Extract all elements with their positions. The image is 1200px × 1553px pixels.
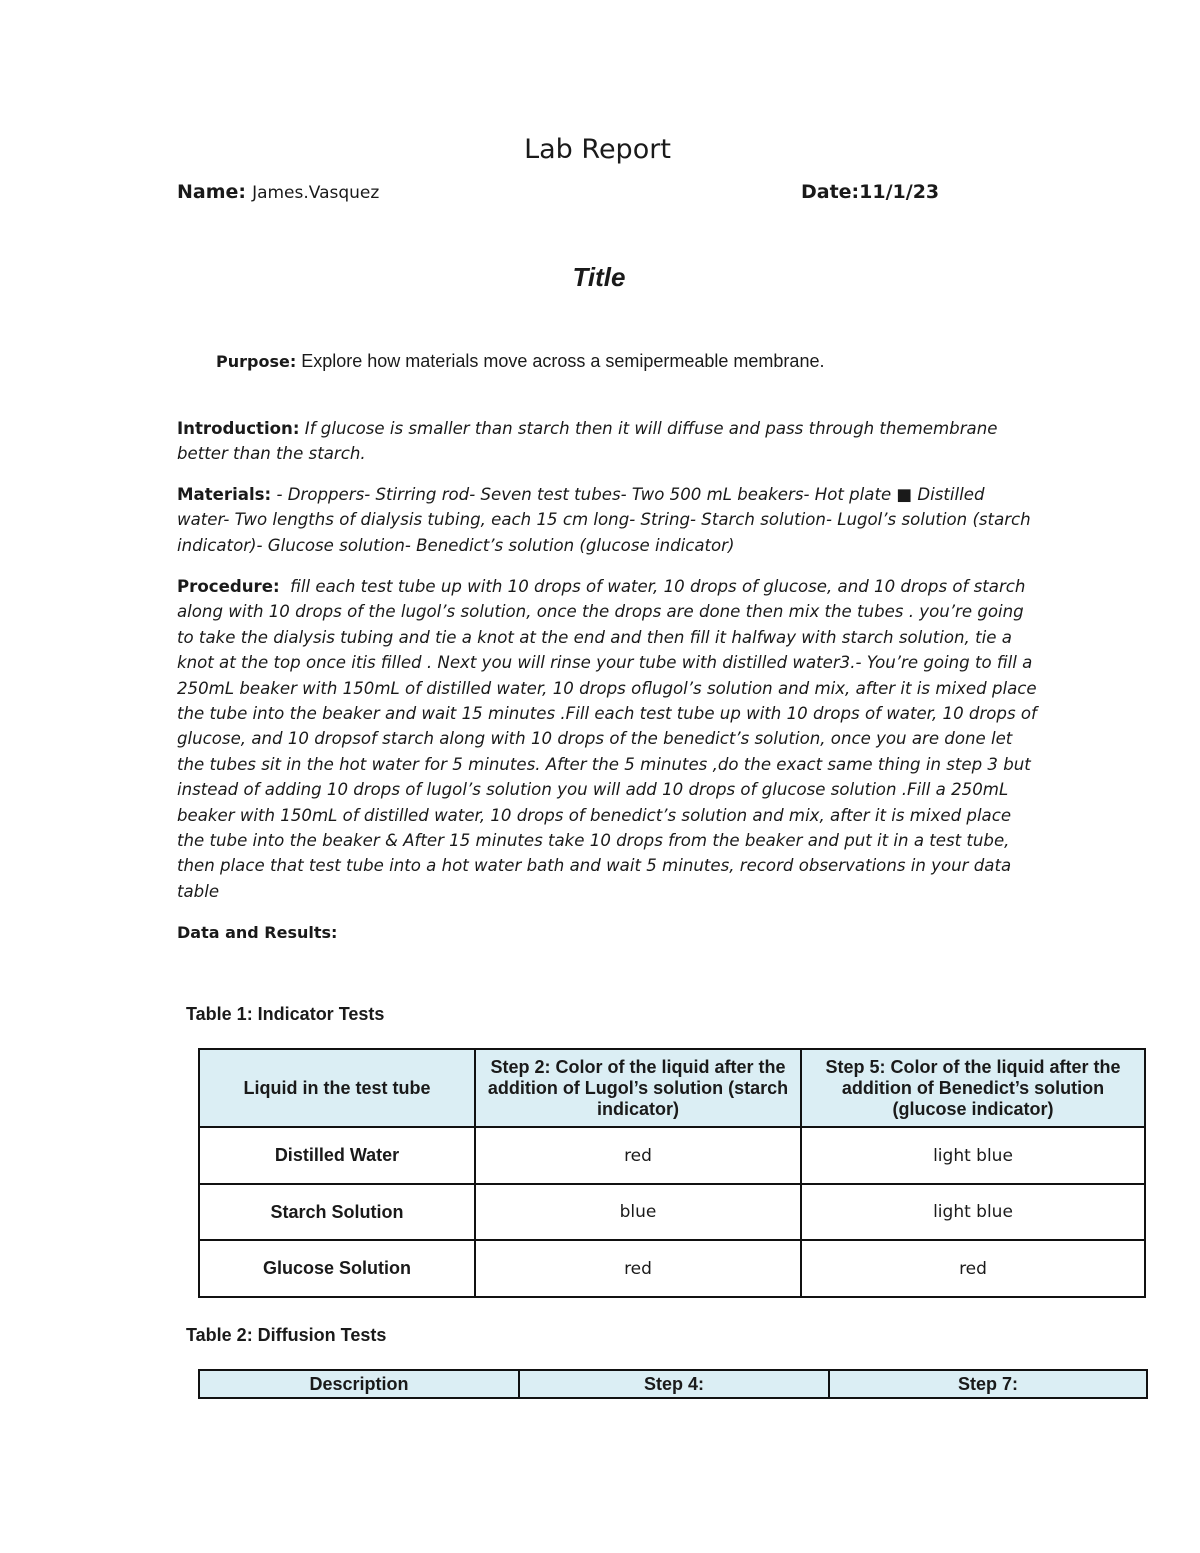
materials-text: - Droppers- Stirring rod- Seven test tubes- Two 500 mL beakers- Hot plate ■ Distilled water- Two lengths of dialysis tubing, each 15 cm long- String- Starch solution- Lugol’s solution (starch indicator)- Glucose solution- Benedict’s solution (glucose indicator)	[177, 485, 1031, 555]
procedure-text: fill each test tube up with 10 drops of water, 10 drops of glucose, and 10 drops of starch along with 10 drops of the lugol’s solution, once the drops are done then mix the tubes . you’re going to take the dialysis tubing and tie a knot at the end and then fill it halfway with starch solution, tie a knot at the top once itis filled . Next you will rinse your tube with distilled water3.- You’re going to fill a 250mL beaker with 150mL of distilled water, 10 drops oflugol’s solution and mix, after it is mixed place the tube into the beaker and wait 15 minutes .Fill each test tube up with 10 drops of water, 10 drops of glucose, and 10 dropsof starch along with 10 drops of the benedict’s solution, once you are done let the tubes sit in the hot water for 5 minutes. After the 5 minutes ,do the exact same thing in step 3 but instead of adding 10 drops of lugol’s solution you will add 10 drops of glucose solution .Fill a 250mL beaker with 150mL of distilled water, 10 drops of benedict’s solution and mix, after it is mixed place the tube into the beaker & After 15 minutes take 10 drops from the beaker and put it in a test tube, then place that test tube into a hot water bath and wait 5 minutes, record observations in your data table	[177, 577, 1037, 901]
step2-color: red	[475, 1240, 801, 1297]
step5-color: light blue	[801, 1184, 1145, 1240]
date-label: Date:	[801, 181, 860, 203]
date-line	[801, 181, 939, 203]
diffusion-tests-table	[198, 1369, 1148, 1399]
step2-color: red	[475, 1127, 801, 1184]
data-results-label: Data and Results:	[177, 923, 338, 942]
table-row	[199, 1240, 1145, 1297]
name-value: James.Vasquez	[252, 183, 380, 203]
procedure-paragraph	[177, 574, 1037, 904]
section-title: Title	[572, 262, 626, 292]
table1-caption: Table 1: Indicator Tests	[186, 1004, 385, 1024]
step5-color: light blue	[801, 1127, 1145, 1184]
indicator-tests-table	[198, 1048, 1146, 1298]
step5-color: red	[801, 1240, 1145, 1297]
materials-paragraph	[177, 482, 1037, 558]
materials-label: Materials:	[177, 485, 272, 504]
row-label: Starch Solution	[199, 1184, 475, 1240]
step2-color: blue	[475, 1184, 801, 1240]
purpose-line	[216, 351, 824, 372]
date-value: 11/1/23	[859, 181, 940, 203]
table2-header-row	[199, 1370, 1147, 1398]
procedure-label: Procedure:	[177, 577, 280, 596]
table1-header-row	[199, 1049, 1145, 1127]
introduction-paragraph	[177, 416, 1037, 467]
table1-header-step5: Step 5: Color of the liquid after the addition of Benedict’s solution (glucose indicator)	[801, 1049, 1145, 1127]
table1-header-step2: Step 2: Color of the liquid after the addition of Lugol’s solution (starch indicator)	[475, 1049, 801, 1127]
name-label: Name:	[177, 181, 247, 203]
table2-caption: Table 2: Diffusion Tests	[186, 1325, 387, 1345]
table2-header-description: Description	[199, 1370, 519, 1398]
table1-header-liquid: Liquid in the test tube	[199, 1049, 475, 1127]
table2-header-step4: Step 4:	[519, 1370, 829, 1398]
row-label: Distilled Water	[199, 1127, 475, 1184]
table-row	[199, 1184, 1145, 1240]
table-row	[199, 1127, 1145, 1184]
document-title: Lab Report	[524, 134, 671, 165]
name-line	[177, 181, 379, 203]
introduction-text: If glucose is smaller than starch then it will diffuse and pass through themembrane better than the starch.	[177, 419, 998, 464]
purpose-text: Explore how materials move across a semipermeable membrane.	[301, 351, 825, 371]
row-label: Glucose Solution	[199, 1240, 475, 1297]
introduction-label: Introduction:	[177, 419, 300, 438]
purpose-label: Purpose:	[216, 352, 297, 371]
table2-header-step7: Step 7:	[829, 1370, 1147, 1398]
